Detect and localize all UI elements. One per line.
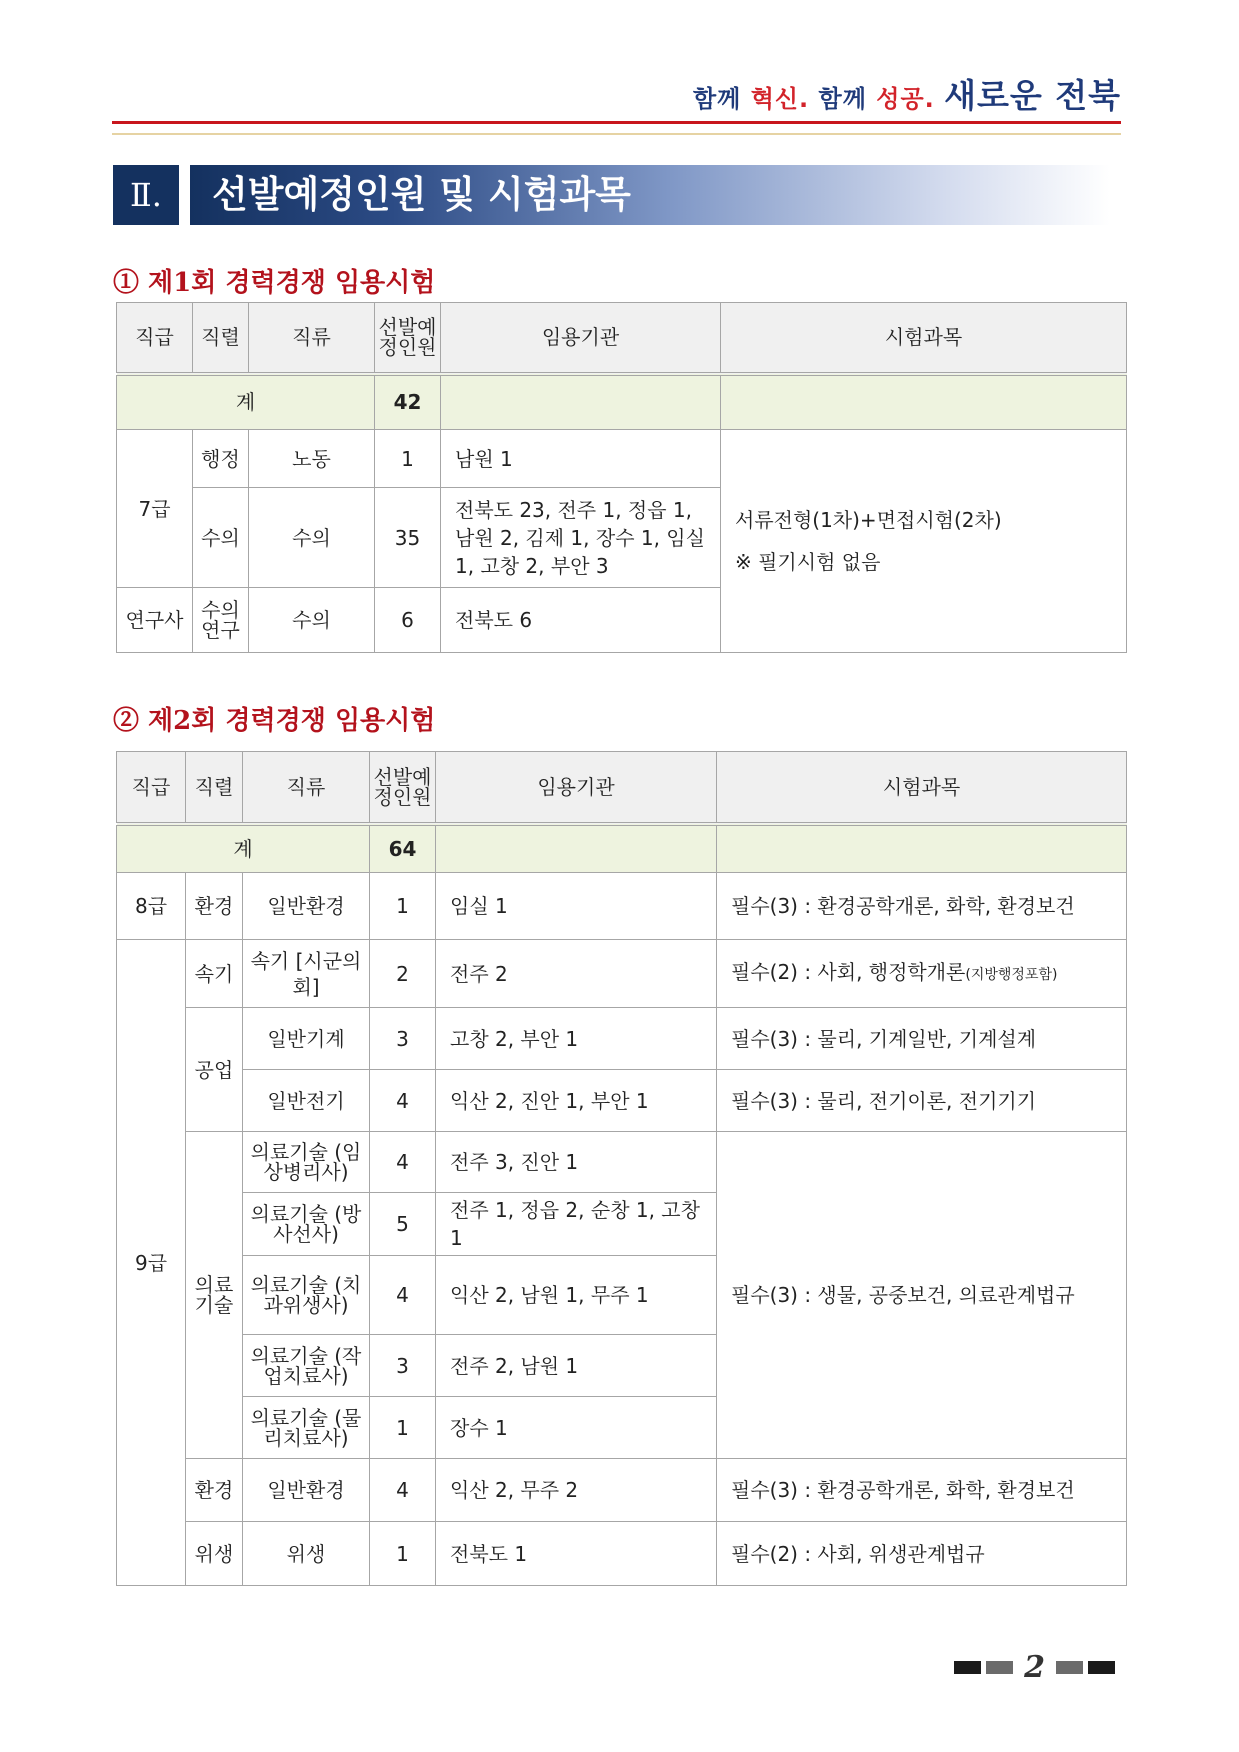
- cell-series: 의료기술: [186, 1132, 243, 1459]
- cell-quota: 4: [370, 1459, 436, 1522]
- total-value: 64: [370, 824, 436, 873]
- cell-subjects: 필수(3) : 물리, 전기이론, 전기기기: [717, 1070, 1127, 1132]
- section-number: Ⅱ.: [113, 165, 179, 225]
- header-quota: 선발예정인원: [375, 303, 441, 374]
- cell-agency: 전주 2: [436, 940, 717, 1008]
- cell-class: 일반환경: [243, 873, 370, 940]
- cell-class: 일반환경: [243, 1459, 370, 1522]
- cell-subjects: 필수(3) : 물리, 기계일반, 기계설계: [717, 1008, 1127, 1070]
- cell-quota: 4: [370, 1256, 436, 1335]
- cell-class: 의료기술 (작업치료사): [243, 1335, 370, 1397]
- cell-quota: 4: [370, 1070, 436, 1132]
- cell-series: 속기: [186, 940, 243, 1008]
- cell-quota: 4: [370, 1132, 436, 1193]
- total-empty: [441, 374, 721, 430]
- cell-series: 행정: [193, 430, 249, 488]
- cell-class: 의료기술 (방사선사): [243, 1193, 370, 1256]
- total-value: 42: [375, 374, 441, 430]
- header-rule-tan: [112, 133, 1121, 135]
- total-empty: [717, 824, 1127, 873]
- total-row: [117, 824, 1127, 873]
- cell-series: 수의: [193, 488, 249, 588]
- header-grade: 직급: [117, 303, 193, 374]
- cell-class: 수의: [249, 588, 375, 653]
- cell-series: 공업: [186, 1008, 243, 1132]
- cell-agency: 전북도 6: [441, 588, 721, 653]
- cell-agency: 남원 1: [441, 430, 721, 488]
- header-quota: 선발예정인원: [370, 752, 436, 824]
- header-series: 직렬: [186, 752, 243, 824]
- cell-grade: 연구사: [117, 588, 193, 653]
- page-footer: [954, 1650, 1115, 1685]
- cell-series: 환경: [186, 873, 243, 940]
- header-slogan: [693, 70, 1121, 117]
- table-row: [117, 1522, 1127, 1586]
- header-agency: 임용기관: [436, 752, 717, 824]
- header-subjects: 시험과목: [721, 303, 1127, 374]
- slogan-part: 함께: [692, 85, 751, 113]
- cell-series: 환경: [186, 1459, 243, 1522]
- cell-agency: 전북도 1: [436, 1522, 717, 1586]
- footer-decor-block: [1056, 1661, 1083, 1674]
- cell-grade: 7급: [117, 430, 193, 588]
- table-row: [117, 1132, 1127, 1193]
- cell-quota: 1: [370, 873, 436, 940]
- cell-class: 일반전기: [243, 1070, 370, 1132]
- cell-class: 위생: [243, 1522, 370, 1586]
- cell-agency: 장수 1: [436, 1397, 717, 1459]
- cell-agency: 전주 1, 정읍 2, 순창 1, 고창 1: [436, 1193, 717, 1256]
- slogan-part: 전북: [1055, 76, 1121, 115]
- cell-agency: 고창 2, 부안 1: [436, 1008, 717, 1070]
- section-title: 선발예정인원 및 시험과목: [212, 173, 631, 216]
- cell-grade: 9급: [117, 940, 186, 1586]
- table-header-row: [117, 303, 1127, 374]
- cell-agency: 전주 3, 진안 1: [436, 1132, 717, 1193]
- cell-class: 일반기계: [243, 1008, 370, 1070]
- header-grade: 직급: [117, 752, 186, 824]
- cell-agency: 익산 2, 남원 1, 무주 1: [436, 1256, 717, 1335]
- subjects-text: 필수(2) : 사회, 행정학개론: [731, 960, 966, 984]
- cell-quota: 2: [370, 940, 436, 1008]
- header-subjects: 시험과목: [717, 752, 1127, 824]
- cell-series: 수의연구: [193, 588, 249, 653]
- total-empty: [721, 374, 1127, 430]
- cell-class: 속기 [시군의회]: [243, 940, 370, 1008]
- footer-decor-block: [954, 1661, 981, 1674]
- slogan-part: 성공.: [876, 85, 945, 113]
- cell-subjects: 필수(3) : 생물, 공중보건, 의료관계법규: [717, 1132, 1127, 1459]
- cell-class: 노동: [249, 430, 375, 488]
- subjects-note: (지방행정포함): [965, 967, 1058, 983]
- cell-agency: 전북도 23, 전주 1, 정읍 1, 남원 2, 김제 1, 장수 1, 임실 1, 고창 2, 부안 3: [441, 488, 721, 588]
- footer-decor-block: [986, 1661, 1013, 1674]
- cell-class: 의료기술 (물리치료사): [243, 1397, 370, 1459]
- table-row: [117, 1070, 1127, 1132]
- cell-quota: 1: [375, 430, 441, 488]
- cell-quota: 35: [375, 488, 441, 588]
- table-row: [117, 873, 1127, 940]
- exam2-title: ② 제2회 경력경쟁 임용시험: [113, 706, 436, 736]
- total-empty: [436, 824, 717, 873]
- slogan-part: 새로운: [944, 76, 1056, 115]
- total-label: 계: [117, 374, 375, 430]
- table-row: [117, 1459, 1127, 1522]
- cell-class: 수의: [249, 488, 375, 588]
- cell-agency: 익산 2, 진안 1, 부안 1: [436, 1070, 717, 1132]
- cell-subjects: [721, 430, 1127, 653]
- slogan-part: 함께: [818, 85, 877, 113]
- cell-series: 위생: [186, 1522, 243, 1586]
- cell-quota: 3: [370, 1008, 436, 1070]
- cell-class: 의료기술 (임상병리사): [243, 1132, 370, 1193]
- header-class: 직류: [249, 303, 375, 374]
- cell-agency: 임실 1: [436, 873, 717, 940]
- cell-agency: 전주 2, 남원 1: [436, 1335, 717, 1397]
- total-label: 계: [117, 824, 370, 873]
- table-header-row: [117, 752, 1127, 824]
- cell-agency: 익산 2, 무주 2: [436, 1459, 717, 1522]
- cell-class: 의료기술 (치과위생사): [243, 1256, 370, 1335]
- cell-subjects: 필수(2) : 사회, 위생관계법규: [717, 1522, 1127, 1586]
- cell-subjects: 필수(3) : 환경공학개론, 화학, 환경보건: [717, 1459, 1127, 1522]
- header-series: 직렬: [193, 303, 249, 374]
- header-rule-red: [112, 121, 1121, 124]
- table-row: [117, 940, 1127, 1008]
- cell-quota: 5: [370, 1193, 436, 1256]
- total-row: [117, 374, 1127, 430]
- page-number: 2: [1024, 1650, 1045, 1685]
- cell-subjects: [717, 940, 1127, 1008]
- table-row: [117, 1008, 1127, 1070]
- header-agency: 임용기관: [441, 303, 721, 374]
- exam1-table: [116, 302, 1127, 653]
- cell-subjects: 필수(3) : 환경공학개론, 화학, 환경보건: [717, 873, 1127, 940]
- cell-grade: 8급: [117, 873, 186, 940]
- subjects-note: ※ 필기시험 없음: [735, 550, 881, 574]
- exam2-table: [116, 751, 1127, 1586]
- cell-quota: 6: [375, 588, 441, 653]
- footer-decor-block: [1088, 1661, 1115, 1674]
- table-row: [117, 430, 1127, 488]
- cell-quota: 3: [370, 1335, 436, 1397]
- cell-quota: 1: [370, 1522, 436, 1586]
- subjects-line: 서류전형(1차)+면접시험(2차): [735, 508, 1002, 532]
- exam1-title: ① 제1회 경력경쟁 임용시험: [113, 268, 436, 298]
- slogan-part: 혁신.: [750, 85, 819, 113]
- cell-quota: 1: [370, 1397, 436, 1459]
- header-class: 직류: [243, 752, 370, 824]
